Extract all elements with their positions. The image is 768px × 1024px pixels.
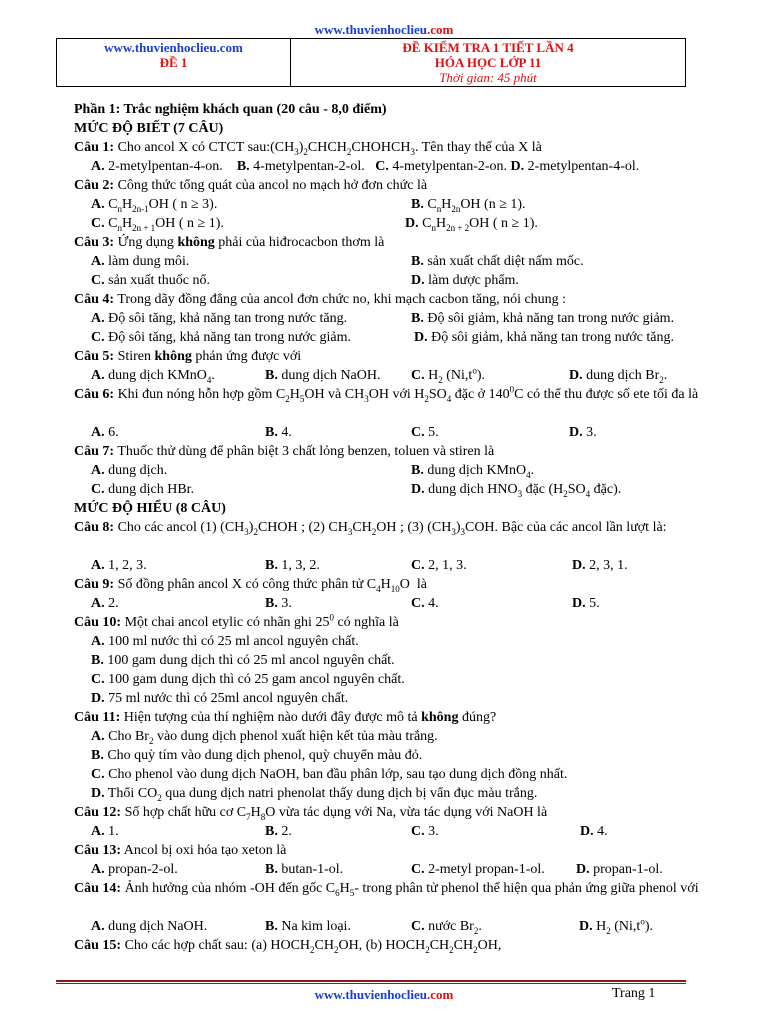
question-8: Câu 8: Cho các ancol (1) $(CH_3)_2CHOH$ ; (2) $CH_3CH_2OH$ ; (3) $(CH_3)_3COH$. Bậc của các ancol lần lượt là:: [74, 520, 667, 537]
exam-title: ĐỀ KIỂM TRA 1 TIẾT LẦN 4: [402, 40, 574, 55]
footer-site-link[interactable]: www.thuvienhoclieu.com: [314, 987, 454, 1002]
question-3: Câu 3: Ứng dụng không phải của hiđrocacbon thơm là: [74, 235, 385, 250]
part-title: Phần 1: Trắc nghiệm khách quan (20 câu - 8,0 điểm): [74, 102, 387, 117]
page-number: Trang 1: [612, 986, 656, 1001]
exam-header-table: [56, 38, 686, 87]
question-12: Câu 12: Số hợp chất hữu cơ $C_7H_8O$ vừa tác dụng với Na, vừa tác dụng với NaOH là: [74, 805, 548, 822]
exam-code: ĐỀ 1: [159, 55, 188, 70]
level-understand: MỨC ĐỘ HIỂU (8 CÂU): [74, 501, 226, 516]
footer-divider-thin: [56, 983, 686, 984]
site-header-link[interactable]: www.thuvienhoclieu.com: [314, 22, 454, 37]
level-know: MỨC ĐỘ BIẾT (7 CÂU): [74, 121, 224, 136]
question-5: Câu 5: Stiren không phản ứng được với: [74, 349, 302, 364]
exam-subject: HÓA HỌC LỚP 11: [434, 55, 542, 70]
exam-time: Thời gian: 45 phút: [439, 70, 537, 85]
question-14: Câu 14: Ảnh hưởng của nhóm -OH đến gốc $C_6H_5-$ trong phân tử phenol thể hiện qua phản ứng giữa phenol với: [74, 881, 699, 898]
question-2: Câu 2: Công thức tổng quát của ancol no mạch hở đơn chức là: [74, 178, 428, 193]
question-6: Câu 6: Khi đun nóng hỗn hợp gồm $C_2H_5OH$ và $CH_3OH$ với $H_2SO_4$ đặc ở $140^0C$ có thể thu được số ete tối đa là: [74, 384, 699, 404]
header-site[interactable]: www.thuvienhoclieu.com: [104, 40, 243, 55]
question-1: Câu 1: Cho ancol X có CTCT $sau:(CH_3)_2CHCH_2CHOHCH_3$. Tên thay thế của X là: [74, 140, 542, 157]
question-7: Câu 7: Thuốc thử dùng để phân biệt 3 chất lỏng benzen, toluen và stiren là: [74, 444, 495, 459]
question-10: Câu 10: Một chai ancol etylic có nhãn ghi $25^0$ có nghĩa là: [74, 612, 399, 630]
question-11: Câu 11: Hiện tượng của thí nghiệm nào dưới đây được mô tả không đúng?: [74, 710, 497, 725]
question-13: Câu 13: Ancol bị oxi hóa tạo xeton là: [74, 843, 287, 858]
question-4: Câu 4: Trong dãy đồng đẳng của ancol đơn chức no, khi mạch cacbon tăng, nói chung :: [74, 292, 567, 307]
question-9: Câu 9: Số đồng phân ancol X có công thức phân tử $C_4H_{10}O$ là: [74, 577, 427, 594]
exam-content: Phần 1: Trắc nghiệm khách quan (20 câu - 8,0 điểm) MỨC ĐỘ BIẾT (7 CÂU) Câu 1: Cho ancol X có CTCT $sau:(CH_3)_2CHCH_2CHOHCH_3$. Tên thay thế của X là A. 2-metylpentan-4-on. B. 4-metylpentan-2-ol. C. 4-metylpentan-2-on. D. 2-metylpentan-4-ol. Câu 2: Công thức tổng quát của ancol no mạch hở đơn chức là A. $C_nH_{2n-1}OH$ ( n ≥ 3). B. $C_nH_{2n}OH$ (n ≥ 1). C. $C_nH_{2n + 1}OH$ ( n ≥ 1). D. $C_nH_{2n + 2}OH$ ( n ≥ 1). Câu 3: Ứng dụng không phải của hiđrocacbon thơm là A. làm dung môi. B. sản xuất chất diệt nấm mốc. C. sản xuất thuốc nổ. D. làm dược phẩm. Câu 4: Trong dãy đồng đẳng của ancol đơn chức no, khi mạch cacbon tăng, nói chung : A. Độ sôi tăng, khả năng tan trong nước tăng. B. Độ sôi giảm, khả năng tan trong nước giảm. C. Độ sôi tăng, khả năng tan trong nước giảm. D. Độ sôi giảm, khả năng tan trong nước tăng. Câu 5: Stiren không phản ứng được với A. dung dịch KMnO$_4$. B. dung dịch NaOH. C. $H_2$ $(Ni,t^o)$. D. dung dịch $Br_2$. Câu 6: Khi đun nóng hỗn hợp gồm $C_2H_5OH$ và $CH_3OH$ với $H_2SO_4$ đặc ở $140^0C$ có thể thu được số ete tối đa là A. 6. B. 4. C. 5. D. 3. Câu 7: Thuốc thử dùng để phân biệt 3 chất lỏng benzen, toluen và stiren là A. dung dịch. B. dung dịch KMnO$_4$. C. dung dịch HBr. D. dung dịch $HNO_3$ đặc ($H_2SO_4$ đặc). MỨC ĐỘ HIỂU (8 CÂU) Câu 8: Cho các ancol (1) $(CH_3)_2CHOH$ ; (2) $CH_3CH_2OH$ ; (3) $(CH_3)_3COH$. Bậc của các ancol lần lượt là: A. 1, 2, 3. B. 1, 3, 2. C. 2, 1, 3. D. 2, 3, 1. Câu 9: Số đồng phân ancol X có công thức phân tử $C_4H_{10}O$ là A. 2. B. 3. C. 4. D. 5. Câu 10: Một chai ancol etylic có nhãn ghi $25^0$ có nghĩa là A. 100 ml nước thì có 25 ml ancol nguyên chất. B. 100 gam dung dịch thì có 25 ml ancol nguyên chất. C. 100 gam dung dịch thì có 25 gam ancol nguyên chất. D. 75 ml nước thì có 25ml ancol nguyên chất. Câu 11: Hiện tượng của thí nghiệm nào dưới đây được mô tả không đúng? A. Cho $Br_2$ vào dung dịch phenol xuất hiện kết tủa màu trắng. B. Cho quỳ tím vào dung dịch phenol, quỳ chuyển màu đỏ. C. Cho phenol vào dung dịch NaOH, ban đầu phân lớp, sau tạo dung dịch đồng nhất. D. Thổi $CO_2$ qua dung dịch natri phenolat thấy dung dịch bị vẩn đục màu trắng. Câu 12: Số hợp chất hữu cơ $C_7H_8O$ vừa tác dụng với Na, vừa tác dụng với NaOH là A. 1. B. 2. C. 3. D. 4. Câu 13: Ancol bị oxi hóa tạo xeton là A. propan-2-ol. B. butan-1-ol. C. 2-metyl propan-1-ol. D. propan-1-ol. Câu 14: Ảnh hưởng của nhóm -OH đến gốc $C_6H_5-$ trong phân tử phenol thể hiện qua phản ứng giữa phenol với A. dung dịch NaOH. B. Na kim loại. C. nước $Br_2$. D. $H_2$ $(Ni,t^o)$. Câu 15: Cho các hợp chất sau: (a) $HOCH_2CH_2OH$, (b) $HOCH_2CH_2CH_2OH$,: [74, 100, 714, 955]
footer-divider: [56, 980, 686, 982]
question-15: Câu 15: Cho các hợp chất sau: (a) $HOCH_2CH_2OH$, (b) $HOCH_2CH_2CH_2OH$,: [74, 938, 502, 955]
